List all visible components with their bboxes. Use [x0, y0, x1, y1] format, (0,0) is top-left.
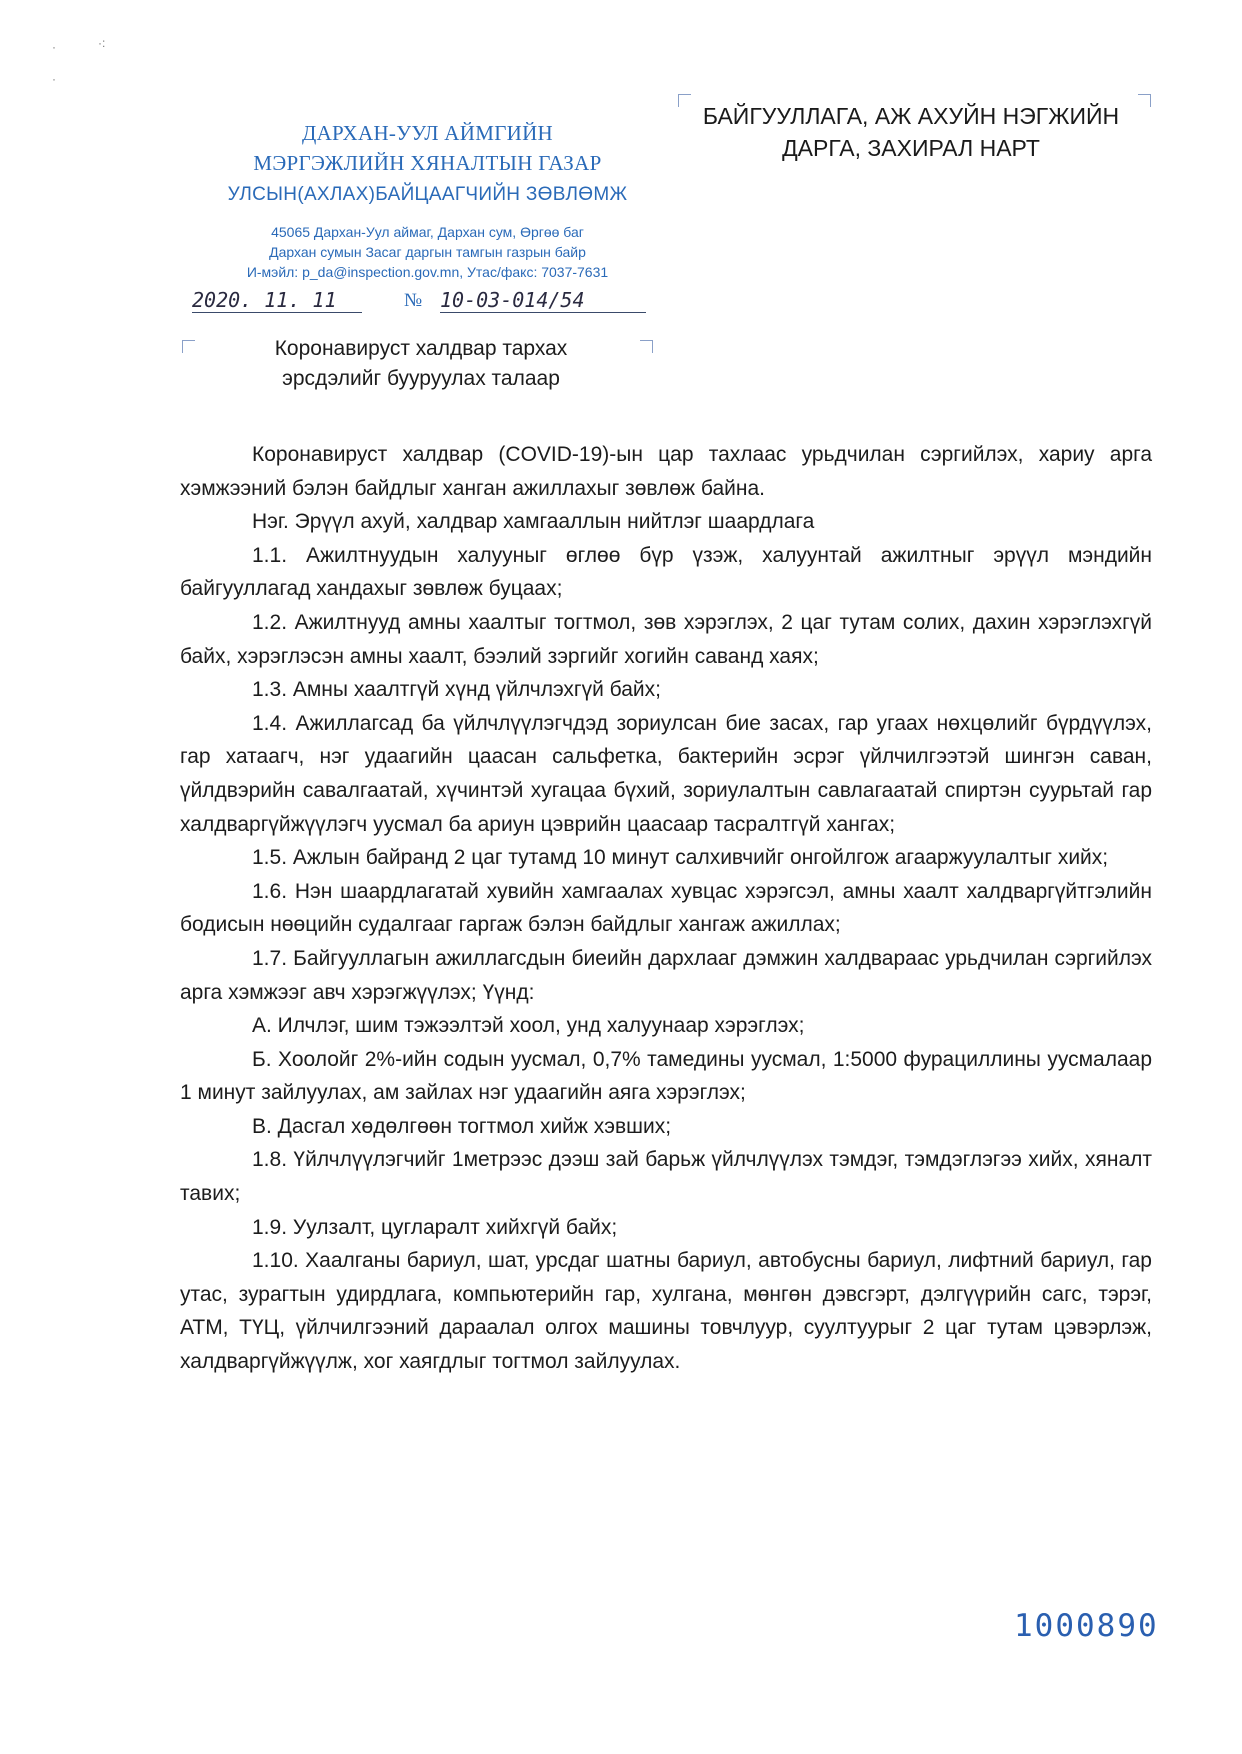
letter-body: [180, 438, 1152, 1379]
body-paragraph: 1.2. Ажилтнууд амны хаалтыг тогтмол, зөв хэрэглэх, 2 цаг тутам солих, дахин хэрэглэхгүй байх, хэрэглэсэн амны хаалт, бээлий зэргийг хогийн саванд хаях;: [180, 610, 1152, 668]
letter-number: 10-03-014/54: [440, 288, 646, 313]
letterhead-line-3: УЛСЫН(АХЛАХ)БАЙЦААГЧИЙН ЗӨВЛӨМЖ: [227, 184, 628, 205]
letterhead-line-2: МЭРГЭЖЛИЙН ХЯНАЛТЫН ГАЗАР: [253, 151, 602, 175]
body-paragraph: 1.4. Ажиллагсад ба үйлчлүүлэгчдэд зориулсан бие засах, гар угаах нөхцөлийг бүрдүүлэх, гар хатаагч, нэг удаагийн цаасан сальфетка, бактерийн эсрэг үйлчилгээтэй шингэн саван, үйлдвэрийн савалгаатай, хүчинтэй хугацаа бүхий, зориулалтын савлагаатай спиртэн суурьтай гар халдваргүйжүүлэгч уусмал ба ариун цэврийн цаасаар тасралтгүй хангах;: [180, 711, 1152, 836]
body-paragraph: А. Илчлэг, шим тэжээлтэй хоол, унд халуунаар хэрэглэх;: [252, 1014, 805, 1038]
subject-line-2: эрсдэлийг бууруулах талаар: [282, 367, 560, 390]
letterhead: [150, 118, 705, 282]
scan-speck: ·: [52, 72, 56, 86]
letterhead-line-1: ДАРХАН-УУЛ АЙМГИЙН: [301, 121, 554, 145]
registration-line: [184, 288, 654, 318]
body-paragraph: Нэг. Эрүүл ахуй, халдвар хамгааллын нийтлэг шаардлага: [252, 510, 815, 534]
body-paragraph: 1.5. Ажлын байранд 2 цаг тутамд 10 минут салхивчийг онгойлгож агааржуулалтыг хийх;: [252, 846, 1109, 870]
body-paragraph: 1.9. Уулзалт, цугларалт хийхгүй байх;: [252, 1215, 618, 1239]
letterhead-address: [150, 222, 705, 282]
body-paragraph: 1.10. Хаалганы бариул, шат, урсдаг шатны бариул, автобусны бариул, лифтний бариул, гар утас, зурагтын удирдлага, компьютерийн гар, хулгана, мөнгөн дэвсгэрт, дэлгүүрийн сагс, тэрэг, АТМ, ТҮЦ, үйлчилгээний дараалал олгох машины товчлуур, суултуурыг 2 цаг тутам цэвэрлэж, халдваргүйжүүлж, хог хаягдлыг тогтмол зайлуулах.: [180, 1249, 1152, 1374]
addressee-line-1: БАЙГУУЛЛАГА, АЖ АХУЙН НЭГЖИЙН: [702, 103, 1120, 129]
subject-corner-mark: [182, 340, 195, 353]
body-paragraph: 1.1. Ажилтнуудын халууныг өглөө бүр үзэж, халуунтай ажилтныг эрүүл мэндийн байгууллагад хандахыг зөвлөж буцаах;: [180, 543, 1152, 601]
number-sign: №: [404, 290, 423, 311]
subject-corner-mark: [640, 340, 653, 353]
body-paragraph: Б. Хоолойг 2%-ийн содын уусмал, 0,7% тамедины уусмал, 1:5000 фурациллины уусмалаар 1 минут зайлуулах, ам зайлах нэг удаагийн аяга хэрэглэх;: [180, 1047, 1152, 1105]
subject-line-1: Коронавируст халдвар тархах: [274, 337, 568, 360]
address-line-1: 45065 Дархан-Уул аймаг, Дархан сум, Өргөө баг: [271, 224, 584, 240]
letter-date: 2020. 11. 11: [192, 288, 362, 313]
addressee: [676, 100, 1146, 164]
scan-speck: ·: [52, 40, 56, 54]
address-line-2: Дархан сумын Засаг даргын тамгын газрын байр: [269, 244, 586, 260]
contact-line: И-мэйл: p_da@inspection.gov.mn, Утас/факс: 7037-7631: [246, 264, 609, 280]
body-paragraph: В. Дасгал хөдөлгөөн тогтмол хийж хэвших;: [252, 1114, 672, 1138]
body-paragraph: 1.3. Амны хаалтгүй хүнд үйлчлэхгүй байх;: [252, 678, 661, 702]
body-paragraph: Коронавируст халдвар (COVID-19)-ын цар тахлаас урьдчилан сэргийлэх, хариу арга хэмжээний бэлэн байдлыг ханган ажиллахыг зөвлөж байна.: [180, 443, 1152, 500]
body-paragraph: 1.8. Үйлчлүүлэгчийг 1метрээс дээш зай барьж үйлчлүүлэх тэмдэг, тэмдэглэгээ хийх, хяналт тавих;: [180, 1148, 1152, 1206]
body-paragraph: 1.7. Байгууллагын ажиллагсдын биеийн дархлааг дэмжин халдвараас урьдчилан сэргийлэх арга хэмжээг авч хэрэгжүүлэх; Үүнд:: [180, 946, 1152, 1004]
addressee-line-2: ДАРГА, ЗАХИРАЛ НАРТ: [782, 135, 1040, 161]
letter-subject: [236, 334, 606, 394]
body-paragraph: 1.6. Нэн шаардлагатай хувийн хамгаалах хувцас хэрэгсэл, амны хаалт халдваргүйтгэлийн бодисын нөөцийн судалгааг гаргаж бэлэн байдлыг хангаж ажиллах;: [180, 879, 1152, 937]
registration-stamp-number: 1000890: [1014, 1608, 1159, 1644]
scan-speck: ·:: [98, 36, 106, 50]
